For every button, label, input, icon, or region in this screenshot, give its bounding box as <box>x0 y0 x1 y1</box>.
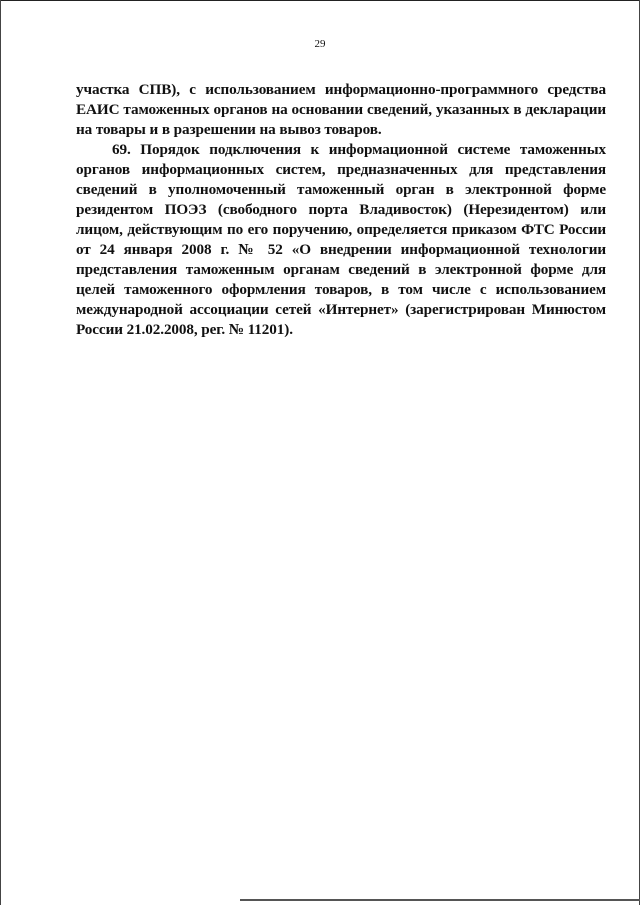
scan-edge-top <box>0 0 640 1</box>
paragraph-continuation: участка СПВ), с использованием информационно-программного средства ЕАИС таможенных органов на основании сведений, указанных в декларации на товары и в разрешении на вывоз товаров. <box>76 81 606 138</box>
page-number: 29 <box>314 38 326 50</box>
paragraph-69: 69. Порядок подключения к информационной системе таможенных органов информационных систем, предназначенных для представления сведений в уполномоченный таможенный орган в электронной форме резидентом ПОЭЗ (свободного порта Владивосток) (Нерезидентом) или лицом, действующим по его поручению, определяется приказом ФТС России от 24 января 2008 г. № 52 «О внедрении информационной технологии представления таможенным органам сведений в электронной форме для целей таможенного оформления товаров, в том числе с использованием международной ассоциации сетей «Интернет» (зарегистрирован Минюстом России 21.02.2008, рег. № 11201). <box>76 141 606 338</box>
document-body <box>76 80 606 340</box>
scan-edge-left <box>0 0 1 905</box>
scan-edge-bottom <box>240 899 640 901</box>
